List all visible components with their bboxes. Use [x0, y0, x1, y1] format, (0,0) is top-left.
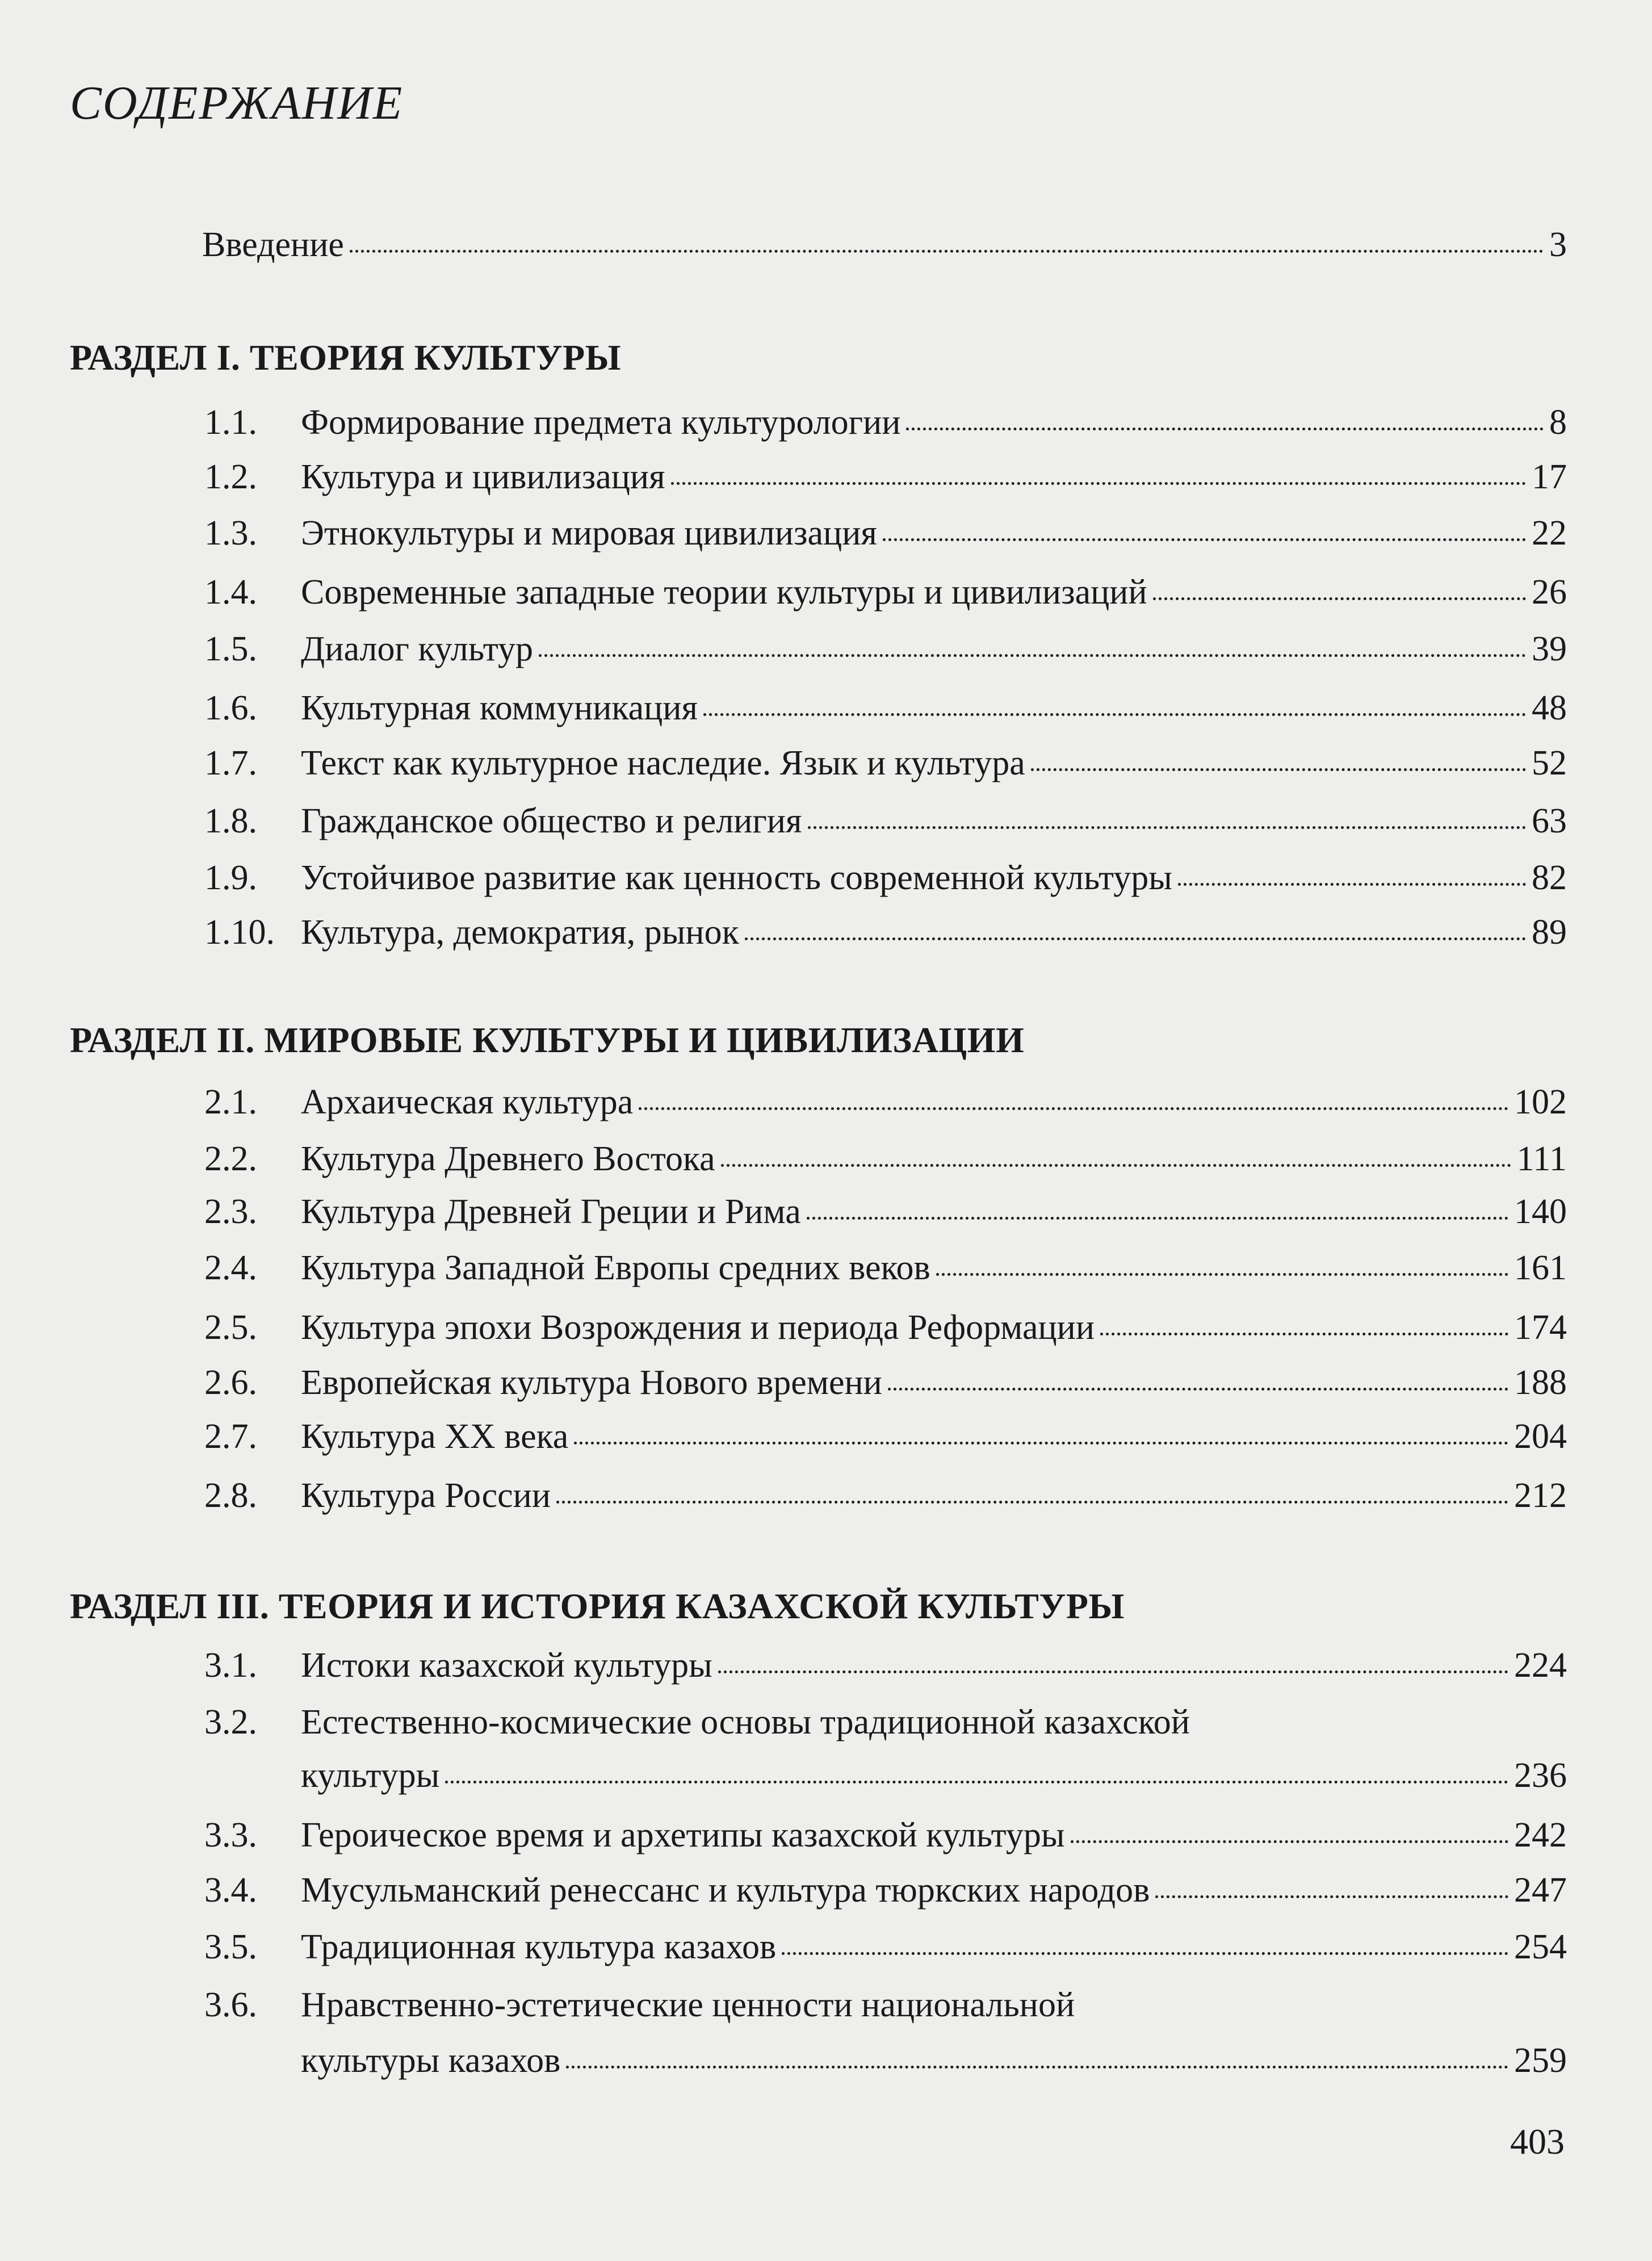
toc-entry [301, 2043, 1567, 2078]
toc-entry-page: 8 [1549, 403, 1567, 442]
toc-entry-label-continued: культуры [301, 1756, 440, 1795]
dot-leader [936, 1273, 1508, 1276]
dot-leader [1153, 597, 1526, 600]
toc-entry [301, 1478, 1567, 1513]
toc-entry-number: 2.1. [204, 1083, 257, 1121]
dot-leader [556, 1501, 1508, 1504]
dot-leader [350, 250, 1544, 253]
toc-entry-number: 2.7. [204, 1417, 257, 1456]
toc-entry [301, 690, 1567, 726]
toc-entry-label: Современные западные теории культуры и цивилизаций [301, 573, 1147, 612]
toc-entry [301, 1929, 1567, 1965]
toc-entry-label: Формирование предмета культурологии [301, 403, 901, 442]
dot-leader [1100, 1333, 1508, 1335]
dot-leader [807, 1217, 1508, 1220]
toc-entry [301, 1250, 1567, 1286]
toc-entry-label: Культура эпохи Возрождения и периода Реформации [301, 1308, 1095, 1347]
toc-entry-page: 102 [1514, 1083, 1567, 1121]
toc-entry-label: Истоки казахской культуры [301, 1646, 712, 1685]
toc-entry [301, 1818, 1567, 1853]
toc-entry-number: 2.2. [204, 1140, 257, 1178]
page-title: СОДЕРЖАНИЕ [70, 77, 404, 129]
toc-entry-number: 3.3. [204, 1816, 257, 1854]
dot-leader [639, 1107, 1508, 1110]
page-number: 403 [1510, 2121, 1565, 2162]
dot-leader [721, 1164, 1511, 1167]
toc-entry-label: Культура Древнего Востока [301, 1140, 715, 1178]
toc-entry-number: 1.5. [204, 630, 257, 668]
toc-entry-number: 1.10. [204, 913, 275, 952]
toc-entry-number: 2.5. [204, 1308, 257, 1347]
toc-entry-label: Введение [202, 225, 344, 264]
toc-entry [301, 803, 1567, 839]
toc-entry-number: 1.8. [204, 802, 257, 840]
dot-leader [718, 1670, 1508, 1673]
toc-entry-page: 63 [1532, 802, 1567, 840]
toc-entry-label: Нравственно-эстетические ценности национальной [301, 1986, 1075, 2024]
toc-entry-number: 1.7. [204, 744, 257, 782]
toc-entry [301, 1873, 1567, 1908]
dot-leader [782, 1952, 1508, 1955]
toc-entry-page: 17 [1532, 458, 1567, 496]
dot-leader [888, 1388, 1508, 1391]
toc-entry-number: 3.6. [204, 1986, 257, 2024]
dot-leader [539, 654, 1526, 657]
toc-entry-label: Естественно-космические основы традиционной казахской [301, 1703, 1190, 1741]
toc-entry [301, 860, 1567, 895]
dot-leader [808, 826, 1526, 829]
toc-entry-page: 254 [1514, 1928, 1567, 1966]
toc-entry-page: 188 [1514, 1363, 1567, 1402]
toc-entry-label: Европейская культура Нового времени [301, 1363, 882, 1402]
dot-leader [906, 428, 1544, 430]
dot-leader [745, 937, 1526, 940]
toc-entry-number: 3.5. [204, 1928, 257, 1966]
toc-entry-page: 247 [1514, 1871, 1567, 1910]
dot-leader [574, 1442, 1508, 1444]
toc-entry [301, 1141, 1567, 1176]
toc-entry-label: Культура и цивилизация [301, 458, 665, 496]
dot-leader [703, 713, 1526, 716]
toc-entry-number: 2.6. [204, 1363, 257, 1402]
toc-entry-label: Гражданское общество и религия [301, 802, 802, 840]
toc-entry-page: 89 [1532, 913, 1567, 952]
dot-leader [566, 2066, 1508, 2069]
toc-entry [301, 1085, 1567, 1120]
toc-entry-label: Культура, демократия, рынок [301, 913, 739, 952]
toc-entry-page: 82 [1532, 859, 1567, 897]
dot-leader [1178, 883, 1526, 886]
dot-leader [445, 1781, 1508, 1783]
section-heading-1: РАЗДЕЛ I. ТЕОРИЯ КУЛЬТУРЫ [70, 337, 622, 378]
toc-entry [301, 1419, 1567, 1454]
toc-entry-number: 3.4. [204, 1871, 257, 1910]
toc-entry [301, 915, 1567, 950]
toc-entry-label: Культурная коммуникация [301, 689, 698, 727]
toc-entry-number: 2.8. [204, 1476, 257, 1515]
toc-entry [301, 1648, 1567, 1683]
section-heading-3: РАЗДЕЛ III. ТЕОРИЯ И ИСТОРИЯ КАЗАХСКОЙ КУЛЬТУРЫ [70, 1586, 1125, 1626]
toc-entry-page: 224 [1514, 1646, 1567, 1685]
toc-entry [301, 1194, 1567, 1229]
toc-entry-page: 39 [1532, 630, 1567, 668]
toc-entry-page: 259 [1514, 2041, 1567, 2080]
toc-entry-page: 48 [1532, 689, 1567, 727]
toc-entry-page: 212 [1514, 1476, 1567, 1515]
toc-entry-label: Этнокультуры и мировая цивилизация [301, 514, 877, 552]
toc-entry-label: Культура Древней Греции и Рима [301, 1192, 801, 1231]
toc-entry [301, 1758, 1567, 1793]
toc-entry [301, 1365, 1567, 1400]
toc-entry [301, 631, 1567, 667]
toc-entry-page: 111 [1516, 1140, 1567, 1178]
toc-entry [301, 1310, 1567, 1345]
toc-entry-number: 2.3. [204, 1192, 257, 1231]
toc-entry-label: Устойчивое развитие как ценность современной культуры [301, 859, 1172, 897]
toc-entry [301, 516, 1567, 551]
toc-entry-number: 3.1. [204, 1646, 257, 1685]
toc-entry-page: 3 [1549, 225, 1567, 264]
dot-leader [1071, 1840, 1508, 1843]
toc-entry-intro [202, 227, 1567, 262]
toc-entry [301, 459, 1567, 495]
toc-entry-label: Культура России [301, 1476, 551, 1515]
section-heading-2: РАЗДЕЛ II. МИРОВЫЕ КУЛЬТУРЫ И ЦИВИЛИЗАЦИИ [70, 1020, 1025, 1060]
toc-entry-number: 3.2. [204, 1703, 257, 1741]
toc-entry-label: Культура XX века [301, 1417, 569, 1456]
toc-entry-label: Культура Западной Европы средних веков [301, 1249, 930, 1287]
toc-entry-number: 1.4. [204, 573, 257, 612]
dot-leader [671, 482, 1526, 485]
toc-entry-page: 204 [1514, 1417, 1567, 1456]
toc-entry-page: 140 [1514, 1192, 1567, 1231]
toc-entry [301, 405, 1567, 440]
toc-entry-number: 1.1. [204, 403, 257, 442]
toc-entry-label: Традиционная культура казахов [301, 1928, 777, 1966]
toc-entry [301, 575, 1567, 610]
dot-leader [1155, 1895, 1508, 1898]
toc-entry-label: Героическое время и архетипы казахской культуры [301, 1816, 1065, 1854]
toc-entry-page: 161 [1514, 1249, 1567, 1287]
toc-entry-label: Диалог культур [301, 630, 534, 668]
dot-leader [1031, 768, 1526, 771]
toc-entry-label: Мусульманский ренессанс и культура тюркских народов [301, 1871, 1150, 1910]
toc-entry-page: 52 [1532, 744, 1567, 782]
toc-entry-number: 2.4. [204, 1249, 257, 1287]
toc-entry-label-continued: культуры казахов [301, 2041, 561, 2080]
toc-entry-label: Архаическая культура [301, 1083, 634, 1121]
toc-entry [301, 746, 1567, 781]
toc-entry-number: 1.9. [204, 859, 257, 897]
toc-entry-page: 174 [1514, 1308, 1567, 1347]
toc-entry-page: 26 [1532, 573, 1567, 612]
toc-entry-number: 1.2. [204, 458, 257, 496]
toc-entry-label: Текст как культурное наследие. Язык и культура [301, 744, 1025, 782]
toc-entry-page: 242 [1514, 1816, 1567, 1854]
toc-entry-page: 22 [1532, 514, 1567, 552]
toc-entry-number: 1.3. [204, 514, 257, 552]
dot-leader [883, 538, 1526, 541]
toc-entry-page: 236 [1514, 1756, 1567, 1795]
toc-entry-number: 1.6. [204, 689, 257, 727]
